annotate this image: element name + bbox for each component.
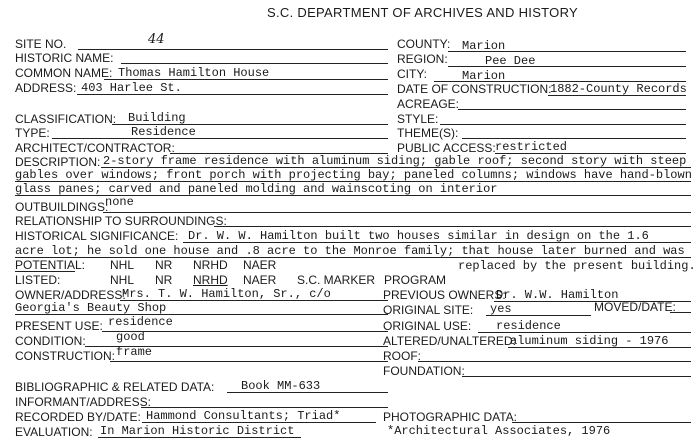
type-label: TYPE: <box>15 126 50 140</box>
listed-nhl: NHL <box>110 273 135 287</box>
prev-owners-value: Dr. W.W. Hamilton <box>496 288 619 302</box>
description-line-1: 2-story frame residence with aluminum siding; gable roof; second story with steep <box>103 154 687 168</box>
potential-nr: NR <box>155 258 173 272</box>
biblio-line <box>227 392 388 393</box>
description-line-2: gables over windows; front porch with projecting bay; paneled columns; windows have hand-blown <box>15 168 692 182</box>
relationship-line <box>214 226 691 227</box>
common-name-label: COMMON NAME: <box>15 66 113 80</box>
address-value: 403 Harlee St. <box>81 81 182 95</box>
recorded-label: RECORDED BY/DATE: <box>15 410 141 424</box>
informant-line <box>141 407 388 408</box>
significance-line-1: Dr. W. W. Hamilton built two houses similar in design on the 1.6 <box>188 229 649 243</box>
outbuildings-label: OUTBUILDINGS: <box>15 200 109 214</box>
listed-naer: NAER <box>243 273 277 287</box>
city-value: Marion <box>462 69 506 83</box>
date-value: 1882-County Records <box>550 82 687 96</box>
significance-line-2: acre lot; he sold one house and .8 acre to the Monroe family; that house later burned and was <box>15 244 685 258</box>
biblio-label: BIBLIOGRAPHIC & RELATED DATA: <box>15 380 215 394</box>
photo-label: PHOTOGRAPHIC DATA: <box>383 410 518 424</box>
construction-value: frame <box>116 345 153 359</box>
region-value: Pee Dee <box>485 54 536 68</box>
altered-line <box>508 347 691 348</box>
moved-date-line <box>670 312 691 313</box>
prev-owners-label: PREVIOUS OWNERS: <box>383 288 506 302</box>
recorded-line <box>142 422 376 423</box>
acreage-label: ACREAGE: <box>397 97 460 111</box>
county-label: COUNTY: <box>397 37 451 51</box>
site-no-value: 44 <box>148 32 165 47</box>
original-site-label: ORIGINAL SITE: <box>383 303 474 317</box>
city-label: CITY: <box>397 67 428 81</box>
listed-nr: NR <box>155 273 173 287</box>
listed-program: PROGRAM <box>384 273 447 287</box>
roof-line <box>418 361 691 362</box>
public-access-label: PUBLIC ACCESS: <box>397 141 496 155</box>
original-use-label: ORIGINAL USE: <box>383 319 472 333</box>
condition-value: good <box>116 330 145 344</box>
description-label: DESCRIPTION: <box>15 155 101 169</box>
condition-label: CONDITION: <box>15 334 86 348</box>
county-value: Marion <box>462 39 506 53</box>
photo-line <box>512 422 691 423</box>
potential-naer: NAER <box>243 258 277 272</box>
address-label: ADDRESS: <box>15 81 77 95</box>
roof-label: ROOF: <box>383 349 421 363</box>
original-use-line <box>478 332 691 333</box>
owner-label: OWNER/ADDRESS: <box>15 288 126 302</box>
evaluation-note: *Architectural Associates, 1976 <box>387 424 611 438</box>
informant-label: INFORMANT/ADDRESS: <box>15 395 152 409</box>
significance-rule-1 <box>183 242 691 243</box>
acreage-line <box>458 109 686 110</box>
page-title: S.C. DEPARTMENT OF ARCHIVES AND HISTORY <box>267 5 579 20</box>
construction-label: CONSTRUCTION: <box>15 349 115 363</box>
relationship-label: RELATIONSHIP TO SURROUNDINGS: <box>15 214 227 228</box>
common-name-line <box>104 79 388 80</box>
present-use-value: residence <box>108 315 173 329</box>
classification-label: CLASSIFICATION: <box>15 112 117 126</box>
construction-line <box>110 361 388 362</box>
architect-label: ARCHITECT/CONTRACTOR: <box>15 141 175 155</box>
historic-name-label: HISTORIC NAME: <box>15 51 114 65</box>
type-value: Residence <box>131 125 196 139</box>
potential-underline <box>15 271 75 272</box>
potential-nrhd: NRHD <box>193 258 228 272</box>
evaluation-label: EVALUATION: <box>15 425 93 439</box>
historic-name-line <box>121 63 388 64</box>
original-use-value: residence <box>496 319 561 333</box>
common-name-value: Thomas Hamilton House <box>118 66 270 80</box>
listed-nrhd: NRHD <box>193 273 228 287</box>
style-label: STYLE: <box>397 112 439 126</box>
recorded-value: Hammond Consultants; Triad* <box>146 409 341 423</box>
altered-label: ALTERED/UNALTERED: <box>383 334 516 348</box>
foundation-line <box>462 376 691 377</box>
present-use-line <box>102 331 388 332</box>
date-label: DATE OF CONSTRUCTION: <box>397 82 552 96</box>
owner-rule-2 <box>15 314 388 315</box>
site-no-label: SITE NO. <box>15 37 67 51</box>
potential-nhl: NHL <box>110 258 135 272</box>
original-site-line <box>486 315 591 316</box>
outbuildings-value: none <box>105 195 134 209</box>
description-line-3: glass panes; carved and paneled molding and wainscoting on interior <box>15 182 498 196</box>
site-no-line <box>78 49 388 50</box>
county-line <box>448 51 686 52</box>
owner-line-1: Mrs. T. W. Hamilton, Sr., c/o <box>122 287 331 301</box>
altered-value: aluminum siding - 1976 <box>510 334 669 348</box>
potential-label: POTENTIAL: <box>15 258 86 272</box>
evaluation-value: In Marion Historic District <box>100 424 295 438</box>
listed-sc-marker: S.C. MARKER <box>297 273 376 287</box>
biblio-value: Book MM-633 <box>241 379 321 393</box>
region-line <box>448 66 686 67</box>
original-site-value: yes <box>490 302 512 316</box>
public-access-value: restricted <box>495 140 568 154</box>
foundation-label: FOUNDATION: <box>383 364 465 378</box>
style-line <box>440 124 686 125</box>
moved-date-label: MOVED/DATE: <box>594 300 676 314</box>
listed-label: LISTED: <box>15 273 61 287</box>
owner-line-2: Georgia's Beauty Shop <box>15 301 167 315</box>
address-line <box>77 94 388 95</box>
significance-label: HISTORICAL SIGNIFICANCE: <box>15 229 179 243</box>
present-use-label: PRESENT USE: <box>15 319 103 333</box>
type-line <box>52 138 388 139</box>
themes-label: THEME(S): <box>397 126 459 140</box>
region-label: REGION: <box>397 52 448 66</box>
significance-line-3: replaced by the present building. <box>458 259 696 273</box>
classification-value: Building <box>128 111 186 125</box>
date-line <box>548 95 686 96</box>
outbuildings-line <box>103 212 691 213</box>
themes-line <box>462 138 686 139</box>
